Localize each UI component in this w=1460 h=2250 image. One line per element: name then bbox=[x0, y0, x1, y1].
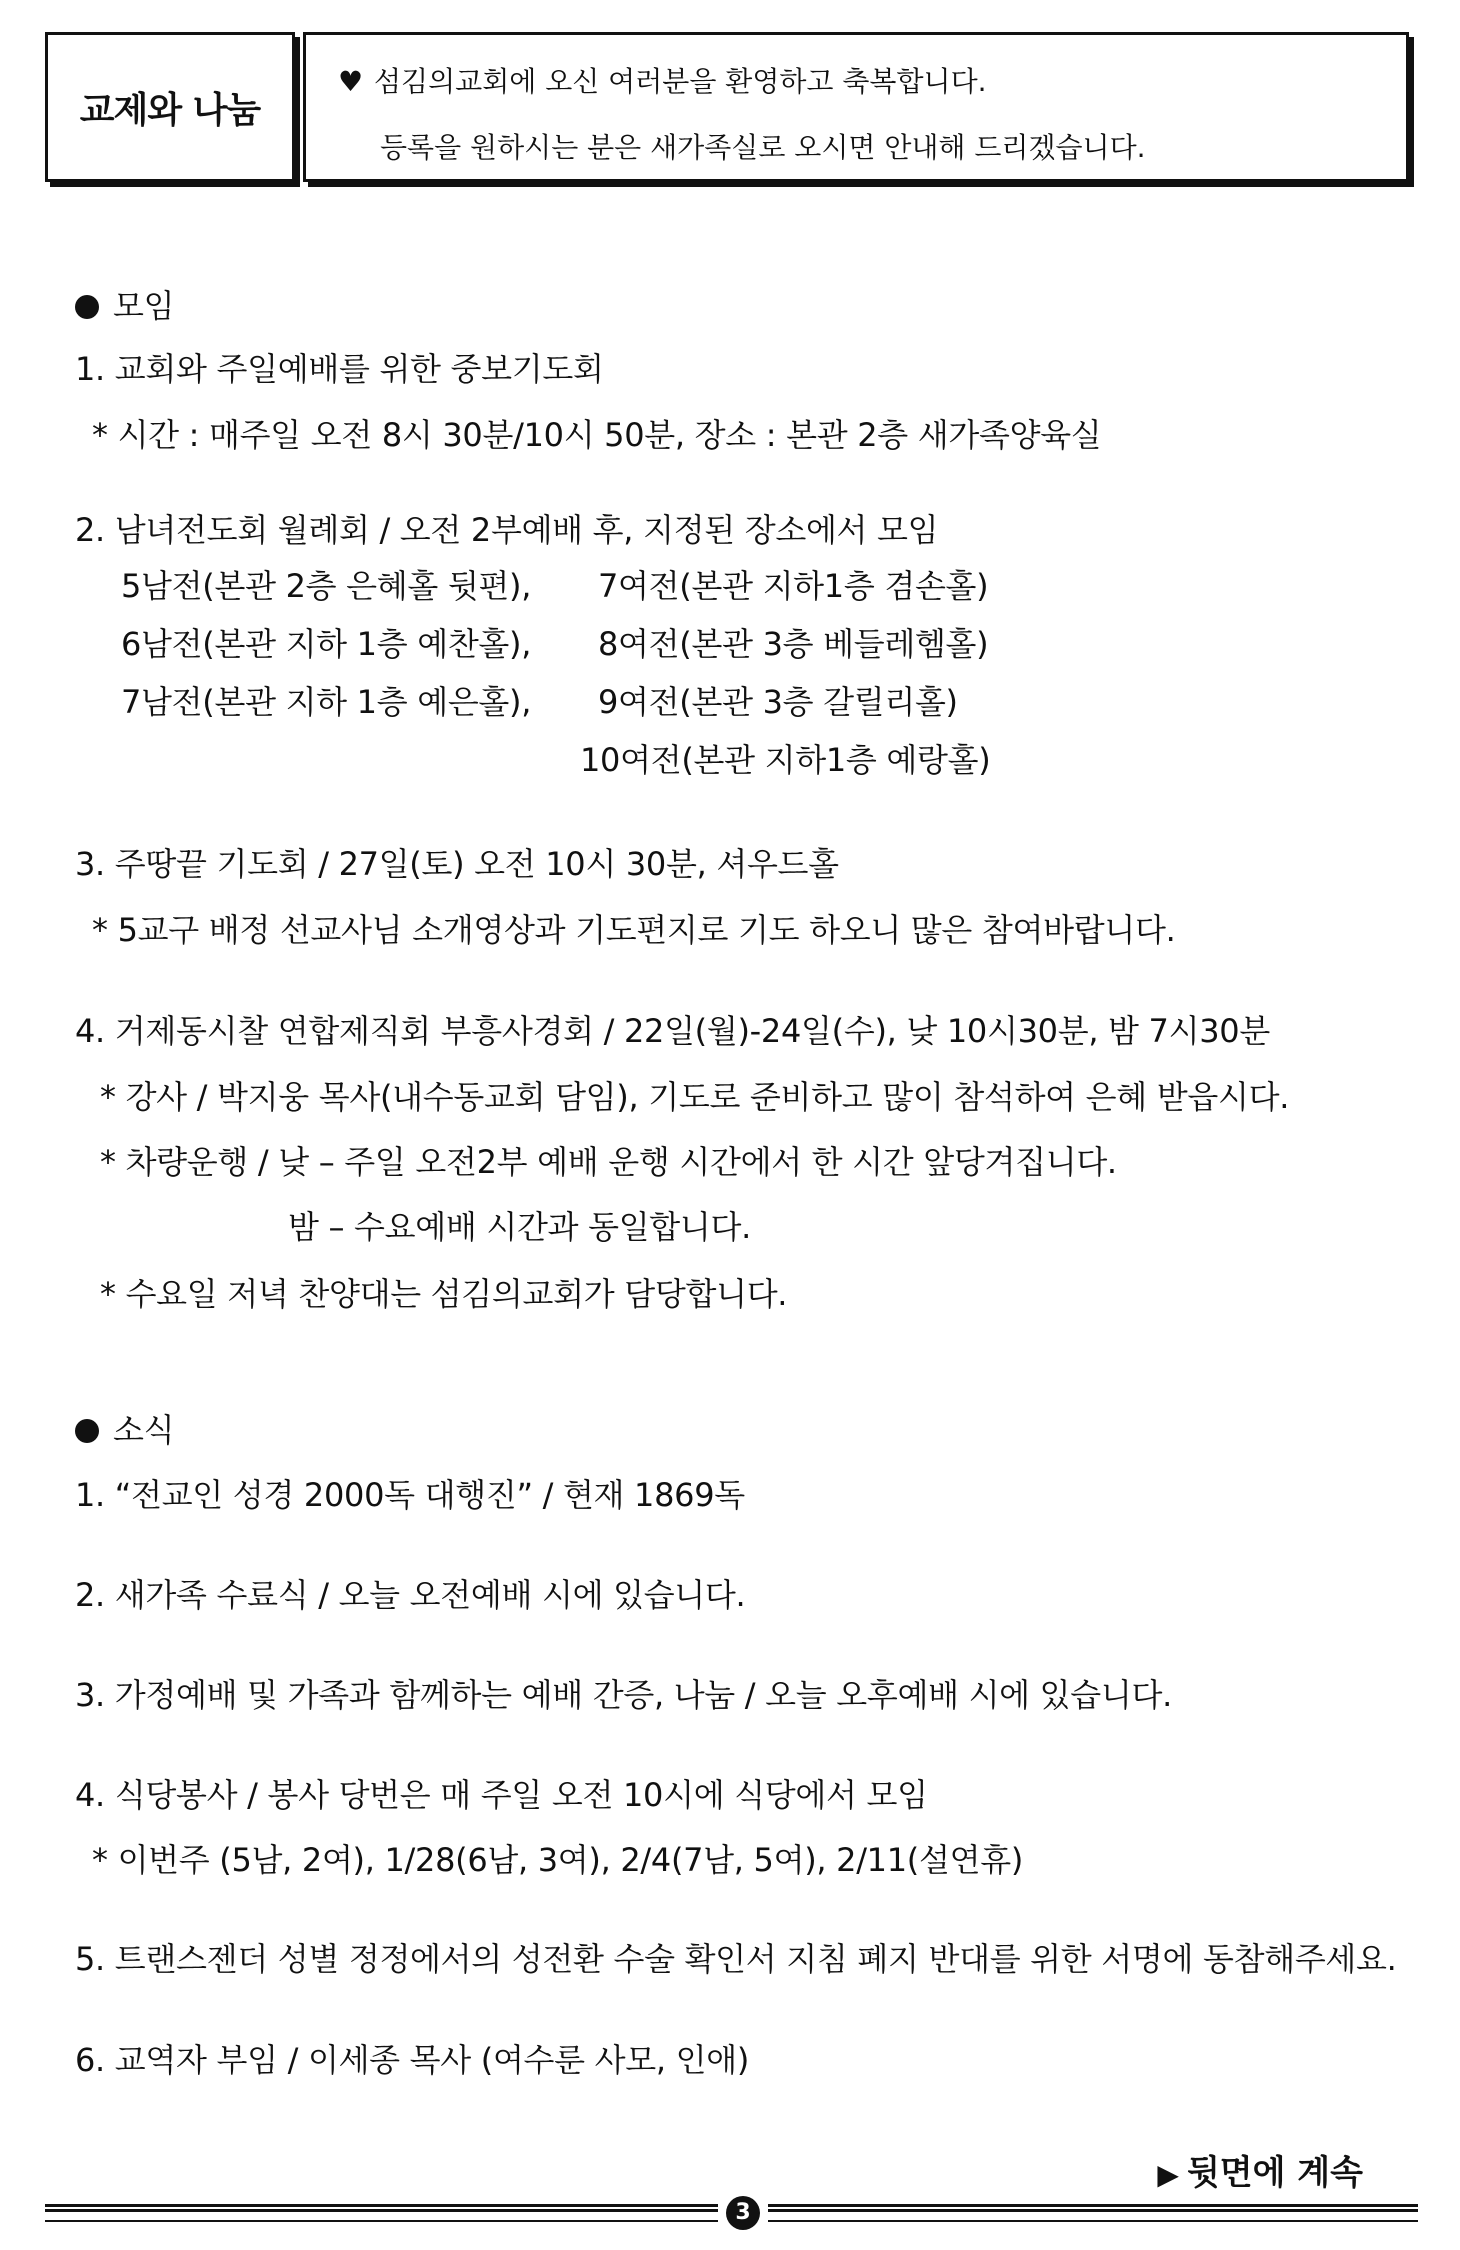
meeting-group-10w: 10여전(본관 지하1층 예랑홀) bbox=[580, 741, 991, 779]
continue-on-back: ▶ 뒷면에 계속 bbox=[1157, 2153, 1363, 2193]
section-heading-meetings: 모임 bbox=[75, 286, 174, 326]
bullet-icon bbox=[75, 1419, 99, 1443]
meeting-item-2: 2. 남녀전도회 월례회 / 오전 2부예배 후, 지정된 장소에서 모임 bbox=[75, 511, 939, 549]
meeting-group-7m: 7남전(본관 지하 1층 예은홀), bbox=[121, 683, 532, 721]
news-item-3: 3. 가정예배 및 가족과 함께하는 예배 간증, 나눔 / 오늘 오후예배 시에 있습니다. bbox=[75, 1676, 1172, 1714]
meeting-item-3-detail: * 5교구 배정 선교사님 소개영상과 기도편지로 기도 하오니 많은 참여바랍니다. bbox=[92, 911, 1176, 949]
footer-rule-right bbox=[768, 2204, 1418, 2212]
meeting-item-4-speaker: * 강사 / 박지웅 목사(내수동교회 담임), 기도로 준비하고 많이 참석하여 은혜 받읍시다. bbox=[100, 1078, 1290, 1116]
meeting-item-1-detail: * 시간 : 매주일 오전 8시 30분/10시 50분, 장소 : 본관 2층 새가족양육실 bbox=[92, 416, 1102, 454]
meeting-group-7w: 7여전(본관 지하1층 겸손홀) bbox=[598, 567, 989, 605]
play-triangle-icon: ▶ bbox=[1157, 2158, 1179, 2191]
welcome-line-1: ♥ 섬김의교회에 오신 여러분을 환영하고 축복합니다. bbox=[338, 63, 1406, 101]
welcome-box bbox=[303, 32, 1409, 182]
news-item-4: 4. 식당봉사 / 봉사 당번은 매 주일 오전 10시에 식당에서 모임 bbox=[75, 1776, 928, 1814]
meeting-item-3: 3. 주땅끝 기도회 / 27일(토) 오전 10시 30분, 셔우드홀 bbox=[75, 845, 839, 883]
meeting-item-1: 1. 교회와 주일예배를 위한 중보기도회 bbox=[75, 350, 604, 388]
news-item-6: 6. 교역자 부임 / 이세종 목사 (여수룬 사모, 인애) bbox=[75, 2041, 750, 2079]
news-item-1: 1. “전교인 성경 2000독 대행진” / 현재 1869독 bbox=[75, 1476, 745, 1514]
welcome-line-2: 등록을 원하시는 분은 새가족실로 오시면 안내해 드리겠습니다. bbox=[380, 131, 1146, 164]
meeting-item-4-choir: * 수요일 저녁 찬양대는 섬김의교회가 담당합니다. bbox=[100, 1275, 788, 1313]
section-title: 교제와 나눔 bbox=[79, 89, 261, 131]
bullet-icon bbox=[75, 295, 99, 319]
section-title-box bbox=[45, 32, 295, 182]
footer-rule-left-thin bbox=[45, 2220, 718, 2222]
news-item-4-schedule: * 이번주 (5남, 2여), 1/28(6남, 3여), 2/4(7남, 5여), 2/11(설연휴) bbox=[92, 1841, 1024, 1879]
page-number: 3 bbox=[726, 2196, 760, 2230]
meeting-item-4-shuttle-day: * 차량운행 / 낮 – 주일 오전2부 예배 운행 시간에서 한 시간 앞당겨집니다. bbox=[100, 1143, 1117, 1181]
meeting-group-6m: 6남전(본관 지하 1층 예찬홀), bbox=[121, 625, 532, 663]
news-item-2: 2. 새가족 수료식 / 오늘 오전예배 시에 있습니다. bbox=[75, 1576, 746, 1614]
meeting-group-8w: 8여전(본관 3층 베들레헴홀) bbox=[598, 625, 989, 663]
footer-rule-left bbox=[45, 2204, 718, 2212]
footer-rule-right-thin bbox=[768, 2220, 1418, 2222]
heart-icon: ♥ bbox=[338, 65, 364, 98]
meeting-item-4-shuttle-night: 밤 – 수요예배 시간과 동일합니다. bbox=[288, 1208, 752, 1246]
section-heading-news: 소식 bbox=[75, 1410, 174, 1450]
meeting-group-5m: 5남전(본관 2층 은혜홀 뒷편), bbox=[121, 567, 532, 605]
meeting-item-4: 4. 거제동시찰 연합제직회 부흥사경회 / 22일(월)-24일(수), 낮 10시30분, 밤 7시30분 bbox=[75, 1012, 1270, 1050]
news-item-5: 5. 트랜스젠더 성별 정정에서의 성전환 수술 확인서 지침 폐지 반대를 위한 서명에 동참해주세요. bbox=[75, 1940, 1397, 1978]
meeting-group-9w: 9여전(본관 3층 갈릴리홀) bbox=[598, 683, 958, 721]
